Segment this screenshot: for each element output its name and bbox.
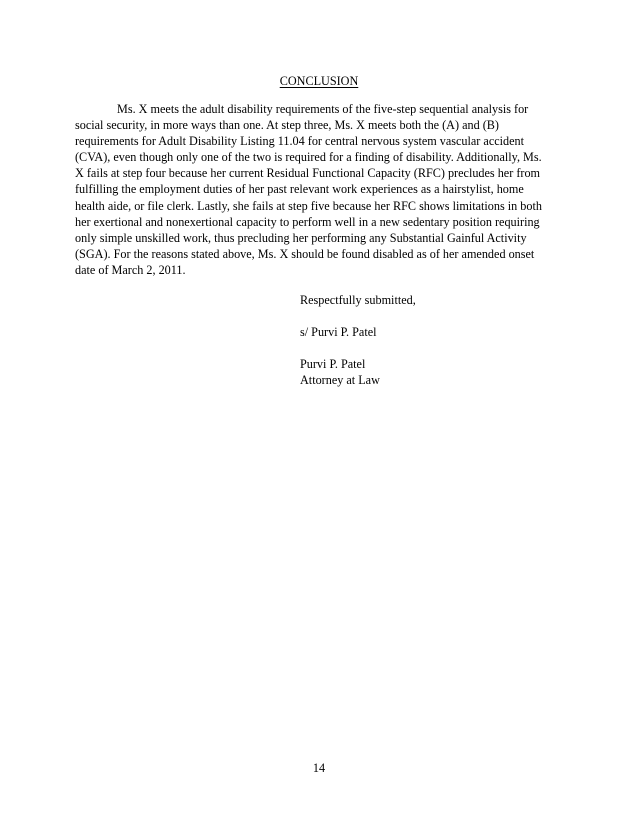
heading-text: CONCLUSION: [279, 74, 359, 88]
closing-text: Respectfully submitted,: [300, 293, 416, 307]
paragraph-line: her exertional and nonexertional capacity to perform well in a new sedentary position requiring: [75, 214, 540, 229]
paragraph-line: fulfilling the employment duties of her past relevant work experiences as a hairstylist, home: [75, 182, 524, 197]
signature-block: [300, 292, 416, 388]
paragraph-line: social security, in more ways than one. At step three, Ms. X meets both the (A) and (B): [75, 118, 499, 133]
signer-title: Attorney at Law: [300, 373, 380, 388]
paragraph-line: Ms. X meets the adult disability requirements of the five-step sequential analysis for: [117, 102, 529, 116]
page-number: 14: [312, 761, 326, 775]
section-heading: [0, 74, 638, 88]
spacer: [300, 340, 416, 356]
signer-name: Purvi P. Patel: [300, 357, 366, 372]
paragraph-line: health aide, or file clerk. Lastly, she fails at step five because her RFC shows limitations in both: [75, 198, 542, 213]
paragraph-line: requirements for Adult Disability Listing 11.04 for central nervous system vascular accident: [75, 134, 525, 149]
paragraph-line: (CVA), even though only one of the two is required for a finding of disability. Additionally, Ms.: [75, 150, 542, 165]
paragraph-line: X fails at step four because her current Residual Functional Capacity (RFC) precludes her from: [75, 166, 541, 181]
paragraph-line: (SGA). For the reasons stated above, Ms. X should be found disabled as of her amended onset: [75, 246, 535, 261]
spacer: [300, 308, 416, 324]
paragraph-line: only simple unskilled work, thus precluding her performing any Substantial Gainful Activity: [75, 230, 527, 245]
electronic-signature: s/ Purvi P. Patel: [300, 325, 377, 340]
paragraph-line: date of March 2, 2011.: [75, 262, 186, 277]
conclusion-paragraph: [75, 101, 569, 278]
